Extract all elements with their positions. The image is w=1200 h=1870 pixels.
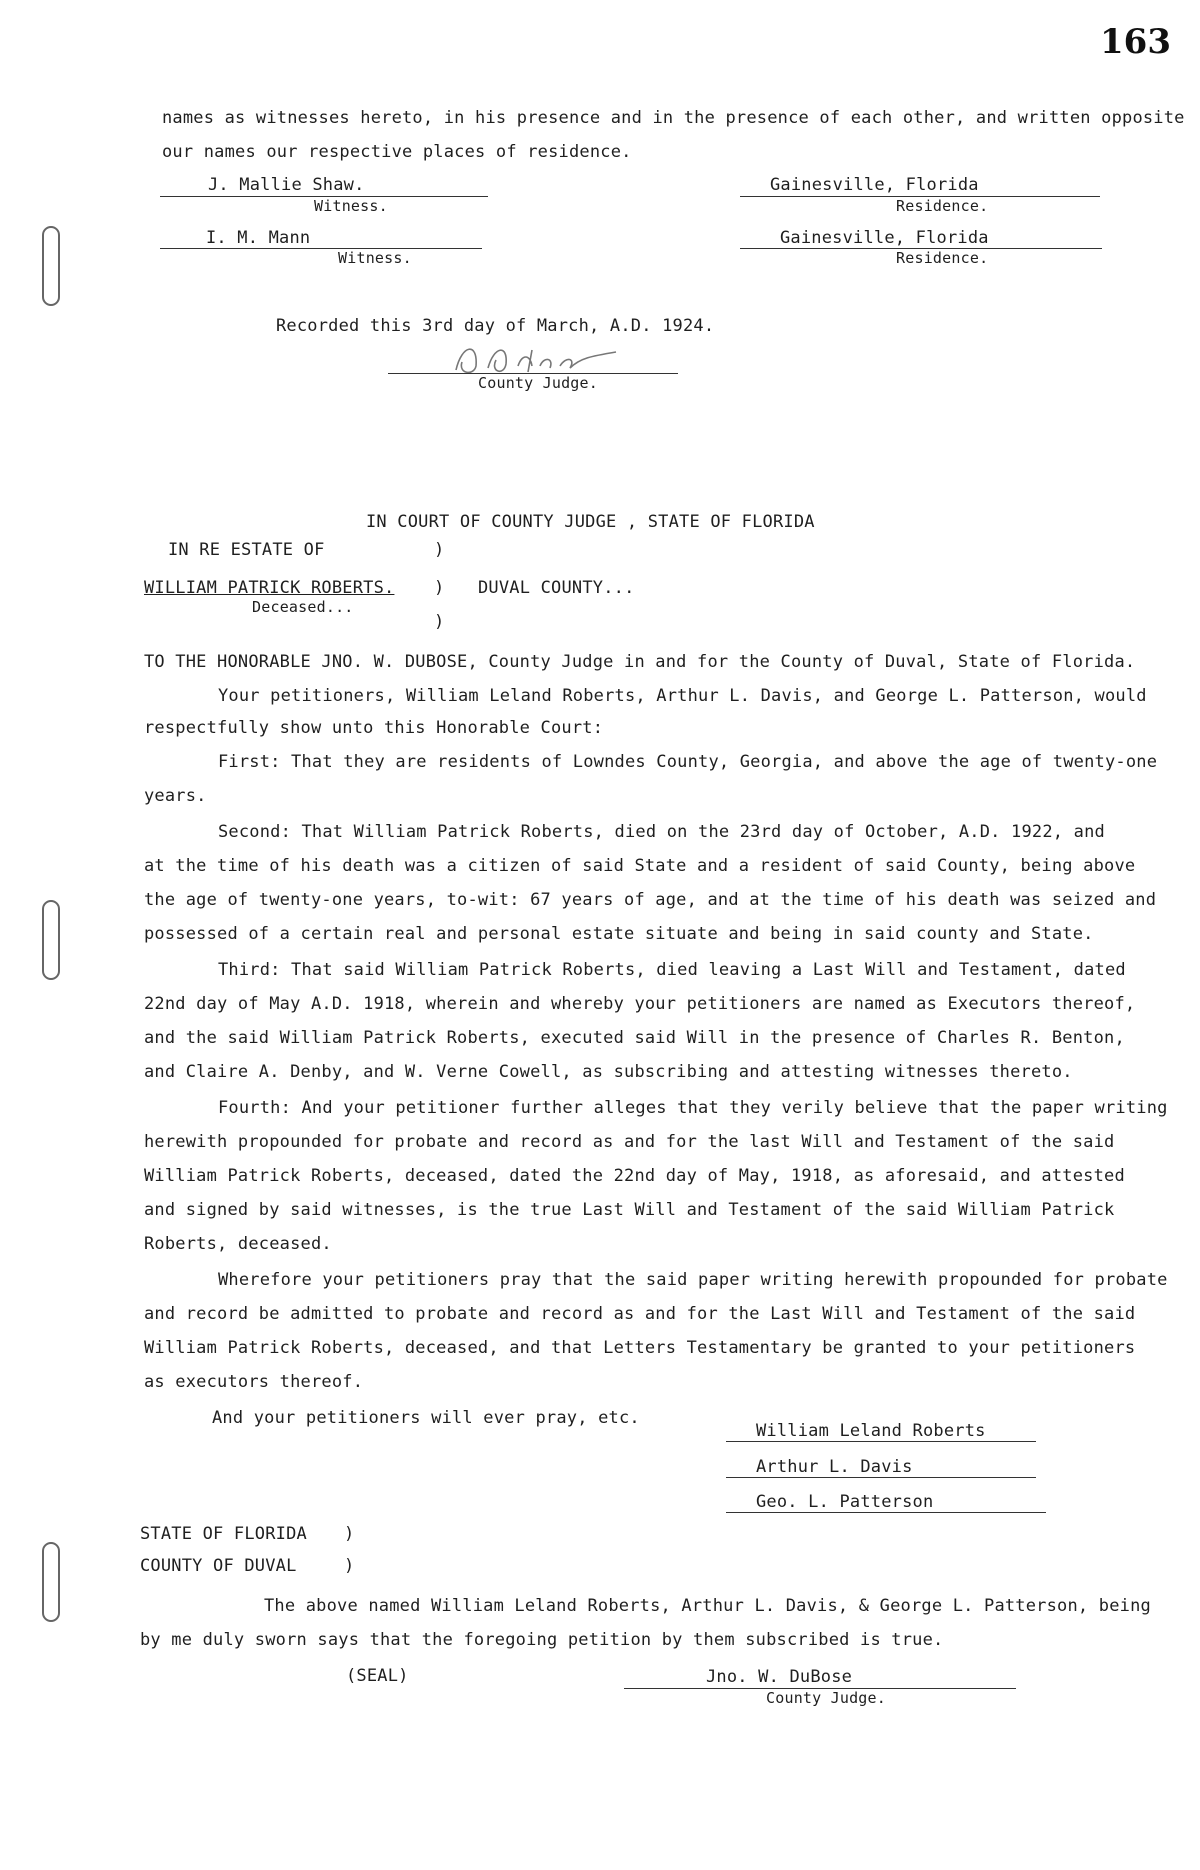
signature-rule (726, 1441, 1036, 1442)
petition-line: respectfully show unto this Honorable Court: (144, 718, 604, 738)
residence-label: Residence. (896, 249, 989, 267)
petition-line: Your petitioners, William Leland Roberts, Arthur L. Davis, and George L. Patterson, would (218, 686, 1147, 706)
petition-line: herewith propounded for probate and record as and for the last Will and Testament of the said (144, 1132, 1115, 1152)
page-number: 163 (1100, 22, 1171, 62)
petition-line: possessed of a certain real and personal estate situate and being in said county and State. (144, 924, 1094, 944)
binder-hole (42, 900, 60, 980)
witness-label: Witness. (338, 249, 412, 267)
petition-line: years. (144, 786, 207, 806)
witness-residence: Gainesville, Florida (780, 228, 989, 248)
petitioner-name: Geo. L. Patterson (756, 1492, 934, 1512)
petition-line: Wherefore your petitioners pray that the said paper writing herewith propounded for probate (218, 1270, 1168, 1290)
signature-rule (160, 248, 482, 249)
recorded-line: Recorded this 3rd day of March, A.D. 1924. (276, 316, 715, 336)
petition-line: Third: That said William Patrick Roberts, died leaving a Last Will and Testament, dated (218, 960, 1126, 980)
jurat-signer: Jno. W. DuBose (706, 1667, 853, 1687)
signature-rule (726, 1512, 1046, 1513)
caption-estate: IN RE ESTATE OF (168, 540, 325, 560)
petitioner-name: William Leland Roberts (756, 1421, 986, 1441)
witness-name: J. Mallie Shaw. (208, 175, 365, 195)
petition-line: 22nd day of May A.D. 1918, wherein and whereby your petitioners are named as Executors thereof, (144, 994, 1136, 1014)
signature-rule (726, 1477, 1036, 1478)
jurat-line: The above named William Leland Roberts, Arthur L. Davis, & George L. Patterson, being (264, 1596, 1151, 1616)
caption-bracket: ) (434, 578, 445, 598)
petition-line: Second: That William Patrick Roberts, died on the 23rd day of October, A.D. 1922, and (218, 822, 1105, 842)
caption-deceased: Deceased... (252, 598, 354, 616)
seal-label: (SEAL) (346, 1666, 409, 1686)
top-paragraph-line: our names our respective places of residence. (162, 142, 632, 162)
witness-name: I. M. Mann (206, 228, 311, 248)
top-paragraph-line: names as witnesses hereto, in his presence and in the presence of each other, and written opposite (162, 108, 1185, 128)
judge-title: County Judge. (478, 374, 598, 392)
jurat-state: STATE OF FLORIDA (140, 1524, 307, 1544)
petition-line: and signed by said witnesses, is the true Last Will and Testament of the said William Patrick (144, 1200, 1115, 1220)
petition-line: and the said William Patrick Roberts, executed said Will in the presence of Charles R. Benton, (144, 1028, 1125, 1048)
petition-line: William Patrick Roberts, deceased, dated the 22nd day of May, 1918, as aforesaid, and attested (144, 1166, 1125, 1186)
caption-bracket: ) (434, 612, 445, 632)
jurat-title: County Judge. (766, 1689, 886, 1707)
petition-line: First: That they are residents of Lowndes County, Georgia, and above the age of twenty-one (218, 752, 1158, 772)
residence-label: Residence. (896, 197, 989, 215)
binder-hole (42, 1542, 60, 1622)
petition-line: as executors thereof. (144, 1372, 364, 1392)
petition-line: the age of twenty-one years, to-wit: 67 years of age, and at the time of his death was seized and (144, 890, 1157, 910)
petition-line: and record be admitted to probate and record as and for the Last Will and Testament of the said (144, 1304, 1136, 1324)
caption-decedent: WILLIAM PATRICK ROBERTS. (144, 578, 395, 598)
jurat-line: by me duly sworn says that the foregoing petition by them subscribed is true. (140, 1630, 944, 1650)
caption-county: DUVAL COUNTY... (478, 578, 635, 598)
jurat-bracket: ) (344, 1524, 355, 1544)
address-line: TO THE HONORABLE JNO. W. DUBOSE, County Judge in and for the County of Duval, State of Florida. (144, 652, 1136, 672)
petition-line: Fourth: And your petitioner further alleges that they verily believe that the paper writing (218, 1098, 1168, 1118)
petition-line: William Patrick Roberts, deceased, and that Letters Testamentary be granted to your petitioners (144, 1338, 1136, 1358)
witness-label: Witness. (314, 197, 388, 215)
petition-line: at the time of his death was a citizen of said State and a resident of said County, being above (144, 856, 1136, 876)
petitioner-name: Arthur L. Davis (756, 1457, 913, 1477)
petition-line: And your petitioners will ever pray, etc. (212, 1408, 640, 1428)
court-heading: IN COURT OF COUNTY JUDGE , STATE OF FLORIDA (366, 512, 815, 532)
jurat-bracket: ) (344, 1556, 355, 1576)
petition-line: Roberts, deceased. (144, 1234, 332, 1254)
petition-line: and Claire A. Denby, and W. Verne Cowell, as subscribing and attesting witnesses thereto. (144, 1062, 1073, 1082)
jurat-county: COUNTY OF DUVAL (140, 1556, 297, 1576)
binder-hole (42, 226, 60, 306)
witness-residence: Gainesville, Florida (770, 175, 979, 195)
caption-bracket: ) (434, 540, 445, 560)
